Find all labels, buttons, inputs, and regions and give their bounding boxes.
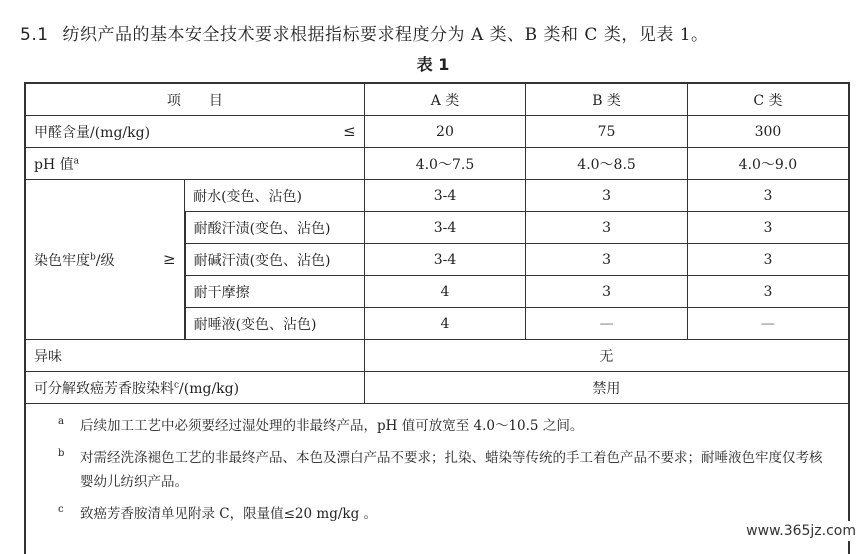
odor-value: 无 <box>364 340 849 372</box>
formaldehyde-c: 300 <box>687 116 849 148</box>
colorfastness-row <box>25 180 849 212</box>
formaldehyde-symbol: ≤ <box>343 122 356 140</box>
colorfastness-a: 3-4 <box>364 212 526 244</box>
azo-label: 可分解致癌芳香胺染料 <box>34 381 174 397</box>
colorfastness-label: 染色牢度 <box>34 253 90 269</box>
header-c: C 类 <box>687 83 849 116</box>
ph-c: 4.0～9.0 <box>687 148 849 180</box>
header-a: A 类 <box>364 83 526 116</box>
azo-row <box>25 372 849 404</box>
azo-sup: c <box>174 380 179 390</box>
colorfastness-name: 耐水(变色、沾色) <box>185 180 365 212</box>
odor-label: 异味 <box>25 340 364 372</box>
header-item: 项 目 <box>25 83 364 116</box>
azo-value: 禁用 <box>364 372 849 404</box>
colorfastness-a: 3-4 <box>364 244 526 276</box>
formaldehyde-a: 20 <box>364 116 526 148</box>
azo-label-cell <box>25 372 364 404</box>
footnote <box>58 502 828 526</box>
intro-paragraph <box>20 20 709 45</box>
colorfastness-name: 耐干摩擦 <box>185 276 365 308</box>
ph-b: 4.0～8.5 <box>526 148 688 180</box>
intro-text: 纺织产品的基本安全技术要求根据指标要求程度分为 A 类、B 类和 C 类，见表 1。 <box>63 25 709 45</box>
colorfastness-a: 4 <box>364 308 526 340</box>
colorfastness-symbol: ≥ <box>163 250 176 268</box>
colorfastness-a: 3-4 <box>364 180 526 212</box>
footnote-text: 对需经洗涤褪色工艺的非最终产品、本色及漂白产品不要求；扎染、蜡染等传统的手工着色产品不要求；耐唾液色牢度仅考核婴幼儿纺织产品。 <box>80 450 823 490</box>
section-number: 5.1 <box>20 25 49 45</box>
footnote-text: 后续加工工艺中必须要经过湿处理的非最终产品，pH 值可放宽至 4.0～10.5 之间。 <box>80 418 583 434</box>
colorfastness-label-cell <box>25 180 185 340</box>
footnote-mark: b <box>58 442 64 466</box>
watermark: www.365jz.com <box>742 521 860 541</box>
notes-row <box>25 404 849 554</box>
ph-label-cell <box>25 148 364 180</box>
header-b: B 类 <box>526 83 688 116</box>
ph-label: pH 值 <box>34 157 74 173</box>
colorfastness-c: — <box>687 308 849 340</box>
ph-sup: a <box>74 156 79 166</box>
formaldehyde-label: 甲醛含量/(mg/kg) <box>34 125 150 141</box>
colorfastness-a: 4 <box>364 276 526 308</box>
odor-row <box>25 340 849 372</box>
formaldehyde-row <box>25 116 849 148</box>
colorfastness-name: 耐唾液(变色、沾色) <box>185 308 365 340</box>
formaldehyde-b: 75 <box>526 116 688 148</box>
notes-cell <box>25 404 849 554</box>
footnote-text: 致癌芳香胺清单见附录 C，限量值≤20 mg/kg 。 <box>80 506 377 522</box>
colorfastness-unit: /级 <box>96 253 115 269</box>
colorfastness-sup: b <box>90 252 96 262</box>
formaldehyde-label-cell <box>25 116 364 148</box>
ph-a: 4.0～7.5 <box>364 148 526 180</box>
footnote <box>58 414 828 438</box>
table-caption: 表 1 <box>0 52 866 75</box>
footnote-mark: c <box>58 498 64 522</box>
footnote <box>58 446 828 494</box>
colorfastness-name: 耐碱汗渍(变色、沾色) <box>185 244 365 276</box>
azo-unit: /(mg/kg) <box>179 381 239 397</box>
colorfastness-b: 3 <box>526 276 688 308</box>
ph-row <box>25 148 849 180</box>
table-header-row <box>25 83 849 116</box>
colorfastness-b: 3 <box>526 244 688 276</box>
footnote-mark: a <box>58 410 64 434</box>
requirements-table <box>24 82 850 554</box>
colorfastness-c: 3 <box>687 212 849 244</box>
colorfastness-b: 3 <box>526 180 688 212</box>
colorfastness-b: 3 <box>526 212 688 244</box>
colorfastness-c: 3 <box>687 180 849 212</box>
colorfastness-c: 3 <box>687 276 849 308</box>
colorfastness-name: 耐酸汗渍(变色、沾色) <box>185 212 365 244</box>
colorfastness-c: 3 <box>687 244 849 276</box>
colorfastness-b: — <box>526 308 688 340</box>
